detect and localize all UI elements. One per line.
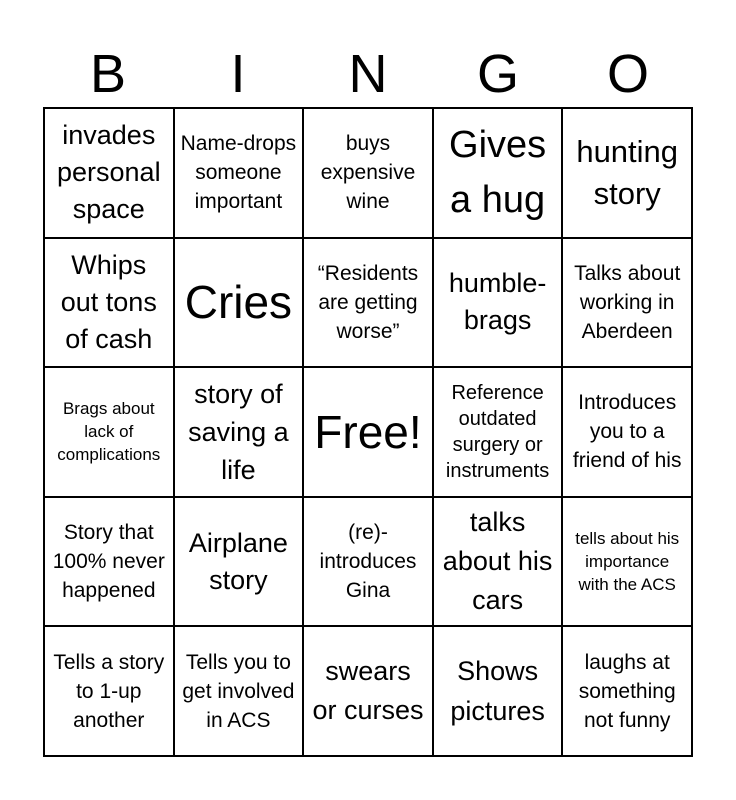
cell-text: story of saving a life (188, 378, 289, 485)
cell-text: talks about his cars (442, 507, 553, 616)
cell-text: humble-brags (448, 268, 547, 336)
cell-text: Tells a story to 1-up another (53, 650, 165, 732)
bingo-cell[interactable] (562, 108, 692, 238)
cell-text: Name-drops someone important (180, 132, 297, 214)
bingo-header (43, 42, 693, 106)
bingo-cell[interactable] (174, 108, 304, 238)
bingo-cell[interactable] (303, 626, 433, 756)
header-letter-o: O (606, 44, 649, 104)
cell-text: Talks about working in Aberdeen (574, 261, 681, 343)
bingo-cell[interactable] (44, 108, 174, 238)
header-letter-n: N (348, 44, 388, 104)
bingo-cell[interactable] (303, 108, 433, 238)
bingo-cell[interactable] (44, 626, 174, 756)
cell-text: Brags about lack of complications (57, 399, 161, 465)
bingo-cell[interactable] (562, 238, 692, 368)
bingo-cell[interactable] (44, 497, 174, 627)
bingo-cell[interactable] (303, 238, 433, 368)
cell-text: buys expensive wine (320, 132, 416, 214)
cell-text: (re)-introduces Gina (319, 521, 417, 603)
bingo-cell[interactable] (303, 497, 433, 627)
bingo-cell[interactable] (433, 108, 563, 238)
cell-text: laughs at something not funny (578, 650, 676, 732)
cell-text: Shows pictures (450, 656, 545, 727)
bingo-cell[interactable] (174, 626, 304, 756)
bingo-cell[interactable] (174, 238, 304, 368)
cell-text: Tells you to get involved in ACS (182, 650, 295, 732)
header-letter-b: B (89, 44, 127, 104)
cell-text: Reference outdated surgery or instruments (445, 381, 550, 482)
free-space-text: Free! (314, 405, 422, 458)
cell-text: hunting story (576, 133, 679, 211)
cell-text: Gives a hug (449, 123, 547, 221)
cell-text: swears or curses (312, 656, 424, 726)
bingo-cell[interactable] (433, 497, 563, 627)
bingo-cell[interactable] (44, 238, 174, 368)
cell-text: Story that 100% never happened (52, 521, 165, 603)
bingo-cell[interactable] (433, 238, 563, 368)
bingo-cell[interactable] (562, 367, 692, 497)
bingo-card-grid (43, 107, 693, 757)
cell-text: Whips out tons of cash (60, 249, 157, 354)
bingo-cell[interactable] (562, 626, 692, 756)
bingo-cell[interactable] (174, 497, 304, 627)
bingo-cell[interactable] (562, 497, 692, 627)
free-space-cell[interactable] (303, 367, 433, 497)
header-letter-i: I (230, 44, 246, 104)
bingo-cell[interactable] (44, 367, 174, 497)
cell-text: Airplane story (188, 527, 288, 595)
cell-text: invades personal space (57, 120, 161, 225)
bingo-cell[interactable] (433, 626, 563, 756)
bingo-cell[interactable] (433, 367, 563, 497)
bingo-cell[interactable] (174, 367, 304, 497)
cell-text: Introduces you to a friend of his (572, 391, 682, 473)
header-letter-g: G (476, 44, 519, 104)
cell-text: Cries (184, 276, 293, 329)
cell-text: tells about his importance with the ACS (575, 529, 680, 595)
cell-text: “Residents are getting worse” (317, 261, 419, 343)
